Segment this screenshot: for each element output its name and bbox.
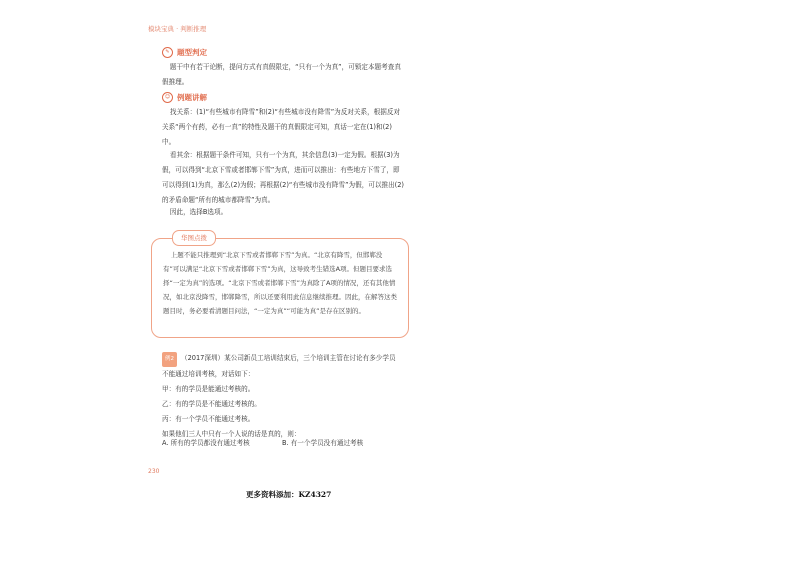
example-question: [162, 351, 402, 442]
question-prompt: 如果他们三人中只有一个人说的话是真的，则：: [162, 430, 301, 438]
statement: 甲：有的学员是能通过考核的。: [162, 385, 255, 393]
pencil-icon: ✎: [162, 47, 173, 58]
section-paragraph: 看其余：根据题干条件可知，只有一个为真，其余信息(3)一定为假。根据(3)为假，可以得到“北京下雪或者邯郸下雪”为真，进而可以推出：有些地方下雪了，即可以得到(1)为真，那么(2)为假；再根据(2)“有些城市没有降雪”为假，可以推出(2)的矛盾命题“所有的城市都降雪”为真。: [162, 151, 405, 204]
example-tag: 例2: [162, 352, 177, 367]
statement: 乙：有的学员是不能通过考核的。: [162, 400, 261, 408]
option-a: A. 所有的学员都没有通过考核: [162, 439, 250, 447]
tip-box-text: 上题不能只推理到“北京下雪或者邯郸下雪”为真。“北京有降雪，但邯郸没有”可以满足“北京下雪或者邯郸下雪”为真，这导致考生错选A项。但题目要求选择“一定为真”的选项。“北京下雪或者邯郸下雪”为真除了A项的情况，还有其他情况，如北京没降雪，邯郸降雪，所以还要利用此信息继续推理。因此，在解答这类题目时，务必要看清题目问法，“一定为真”“可能为真”是存在区别的。: [163, 251, 397, 315]
question-text: （2017深圳）某公司新员工培训结束后，三个培训主管在讨论有多少学员不能通过培训考核，对话如下：: [162, 354, 396, 378]
option-b: B. 有一个学员没有通过考核: [282, 439, 364, 447]
section-paragraph: 题干中有若干论断，提问方式有真假限定，“只有一个为真”，可锁定本题考查真假推理。: [162, 63, 401, 86]
example-question-stem: [162, 351, 402, 382]
running-header: 模块宝典 · 判断推理: [148, 25, 207, 33]
section-title: 例题讲解: [177, 93, 207, 102]
section-paragraph: 找关系：(1)“有些城市有降雪”和(2)“有些城市没有降雪”为反对关系，根据反对关系“两个有药，必有一真”的特性及题干的真假限定可知，真话一定在(1)和(2)中。: [162, 108, 401, 146]
section-title: 题型判定: [177, 48, 207, 57]
section-heading-question-type: [162, 47, 207, 58]
tip-box-label: 华图点拨: [172, 230, 216, 246]
answer-options: [162, 437, 402, 447]
section-paragraph: 因此，选择B选项。: [169, 208, 228, 216]
section-heading-example-explanation: [162, 92, 207, 103]
page-number: 230: [148, 468, 160, 475]
statement: 丙：有一个学员不能通过考核。: [162, 415, 255, 423]
smile-icon: ☺: [162, 92, 173, 103]
footer-note: 更多资料添加：KZ4327: [246, 490, 332, 499]
